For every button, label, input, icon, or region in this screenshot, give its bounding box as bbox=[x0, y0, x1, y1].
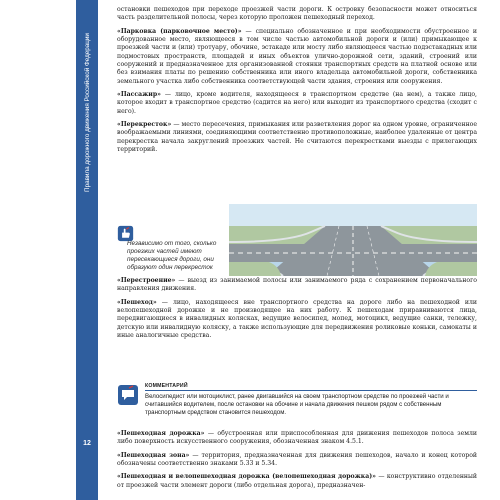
term: «Пешеходная зона» bbox=[117, 451, 190, 459]
page-number: 12 bbox=[83, 440, 91, 447]
comment-divider bbox=[145, 390, 477, 391]
comment-box bbox=[117, 383, 477, 426]
definition-paragraph: «Пассажир» — лицо, кроме водителя, находящееся в транспортном средстве (на нем), а также лицо, которое входит в транспортное средство (садится на него) или выходит из транспортного средства (сходит с него). bbox=[117, 91, 477, 115]
main-text-top bbox=[117, 6, 477, 160]
comment-heading: КОММЕНТАРИЙ bbox=[145, 383, 188, 389]
comment-text: Велосипедист или мотоциклист, ранее двигавшийся на своем транспортном средстве по проезжей части и считавшийся водителем, после остановки на обочине и начала движения пешком рядом с собственным транспортным средством становится пешеходом. bbox=[145, 393, 449, 417]
definition-paragraph: «Пешеходная и велопешеходная дорожка (велопешеходная дорожка)» — конструктивно отделенный от проезжей части элемент дороги (либо отдельная дорога), предназначен- bbox=[117, 473, 477, 489]
side-note bbox=[117, 225, 229, 273]
note-text: Независимо от того, сколько проезжих частей имеют пересекающиеся дороги, они образуют один перекресток bbox=[127, 240, 217, 271]
definition-paragraph: «Перекресток» — место пересечения, примыкания или разветвления дорог на одном уровне, ограниченное воображаемыми линиями, соединяющими соответственно противоположные, наиболее удаленные от центра перекрестка начала закруглений проезжих частей. Не считаются перекрестками выезды с прилегающих территорий. bbox=[117, 121, 477, 154]
term: «Пешеходная и велопешеходная дорожка (велопешеходная дорожка)» bbox=[117, 473, 376, 481]
definition-paragraph: «Парковка (парковочное место)» — специально обозначенное и при необходимости обустроенное и оборудованное место, являющееся в том числе частью автомобильной дороги и (или) примыкающее к проезжей части и (или) тротуару, обочине, эстакаде или мосту либо являющееся частью подэстакадных или подмостовых пространств, площадей и иных объектов улично-дорожной сети, зданий, строений или сооружений и предназначенное для организованной стоянки транспортных средств на платной основе или без взимания платы по решению собственника или иного владельца автомобильной дороги, собственника земельного участка либо собственника соответствующей части здания, строения или сооружения. bbox=[117, 27, 478, 85]
term: «Парковка (парковочное место)» bbox=[117, 27, 242, 35]
side-title-text: Правила дорожного движения Российской Федерации bbox=[83, 33, 91, 192]
illustration-row bbox=[117, 204, 477, 276]
term: «Пешеходная дорожка» bbox=[117, 430, 205, 437]
term: «Пешеход» bbox=[117, 298, 157, 306]
side-title bbox=[76, 0, 98, 225]
definition-paragraph: «Пешеход» — лицо, находящееся вне транспортного средства на дороге либо на пешеходной или велопешеходной дорожке и не производящее на них работу. К пешеходам приравниваются лица, передвигающиеся в инвалидных колясках, ведущие велосипед, мопед, мотоцикл, ведущие санки, тележку, детскую или инвалидную коляску, а также использующие для передвижения роликовые коньки, самокаты и иные аналогичные средства. bbox=[117, 298, 477, 340]
definition-paragraph: «Перестроение» — выезд из занимаемой полосы или занимаемого ряда с сохранением первоначального направления движения. bbox=[117, 277, 477, 293]
speech-bubble-icon bbox=[117, 384, 139, 406]
definition-paragraph: «Пешеходная зона» — территория, предназначенная для движения пешеходов, начало и конец которой обозначены соответственно знаками 5.33 и 5.34. bbox=[117, 451, 478, 468]
main-text-bottom bbox=[117, 430, 477, 495]
term: «Перестроение» bbox=[117, 277, 176, 284]
definition-paragraph: «Пешеходная дорожка» — обустроенная или приспособленная для движения пешеходов полоса земли либо поверхность искусственного сооружения, обозначенная знаком 4.5.1. bbox=[117, 430, 477, 446]
term: «Перекресток» bbox=[117, 121, 172, 129]
intersection-illustration bbox=[229, 204, 477, 276]
paragraph: остановки пешеходов при переходе проезжей части дороги. К островку безопасности может относиться часть разделительной полосы, через которую проложен пешеходный переход. bbox=[117, 6, 477, 22]
term: «Пассажир» bbox=[117, 91, 161, 99]
main-text-middle bbox=[117, 277, 477, 345]
